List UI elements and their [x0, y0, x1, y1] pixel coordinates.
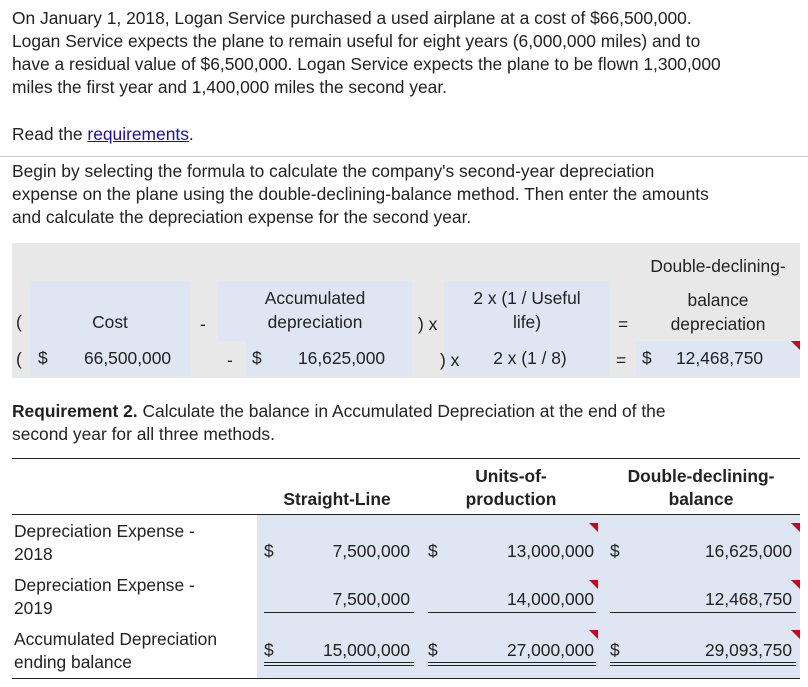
row-2018-uop-dollar: $: [428, 541, 438, 561]
result-dollar: $: [642, 348, 652, 368]
rate-label-line-2: life): [512, 312, 542, 332]
divider: [0, 156, 808, 157]
answer-marker-icon: [791, 630, 800, 639]
row-2018-sl-dollar: $: [264, 541, 274, 561]
minus-sign: -: [200, 314, 206, 334]
row-2019-label-line-1: Depreciation Expense -: [14, 575, 195, 595]
result-value: 12,468,750: [676, 348, 764, 368]
instructions: [12, 160, 808, 229]
row-2018-label-line-1: Depreciation Expense -: [14, 521, 195, 541]
ddb-header-line-2: balance: [687, 290, 749, 310]
row-accum-ddb-double-underline: [610, 662, 796, 666]
row-times-sign: ) x: [440, 350, 460, 370]
instructions-line-3: and calculate the depreciation expense for the second year.: [12, 207, 472, 227]
accum-label-line-1: Accumulated: [264, 288, 366, 308]
col-header-uop-line-1: Units-of-: [475, 466, 547, 486]
ddb-header-line-1: Double-declining-: [650, 256, 786, 276]
col-header-straight-line: Straight-Line: [283, 489, 391, 509]
row-minus-sign: -: [227, 350, 233, 370]
row-accum-ddb-dollar: $: [610, 640, 620, 660]
row-open-paren: (: [16, 349, 22, 369]
row-equals-sign: =: [616, 350, 627, 370]
read-suffix: .: [188, 124, 194, 144]
requirements-link[interactable]: requirements: [87, 124, 189, 144]
answer-marker-icon: [589, 580, 598, 589]
requirement-2-label: Requirement 2.: [12, 401, 138, 421]
instructions-line-2: expense on the plane using the double-declining-balance method. Then enter the amounts: [12, 184, 709, 204]
row-2019-sl-underline: [264, 612, 414, 613]
cost-dollar: $: [38, 348, 48, 368]
col-header-ddb-line-2: balance: [668, 489, 734, 509]
answer-marker-icon: [791, 580, 800, 589]
accum-value: 16,625,000: [298, 348, 386, 368]
row-accum-uop-double-underline: [428, 662, 596, 666]
equals-sign: =: [618, 314, 629, 334]
instructions-line-1: Begin by selecting the formula to calculate the company's second-year depreciation: [12, 161, 655, 181]
row-2019-uop-underline: [428, 612, 596, 613]
row-accum-uop-value: 27,000,000: [506, 640, 594, 660]
problem-line-1: On January 1, 2018, Logan Service purchased a used airplane at a cost of $66,500,000.: [12, 8, 692, 28]
accum-label-line-2: depreciation: [267, 312, 363, 332]
rate-label-line-1: 2 x (1 / Useful: [473, 288, 581, 308]
row-2018-ddb-dollar: $: [610, 541, 620, 561]
open-paren: (: [16, 312, 22, 332]
ddb-header-line-3: depreciation: [670, 314, 766, 334]
accum-dollar: $: [252, 348, 262, 368]
requirement-2-text: Calculate the balance in Accumulated Depreciation at the end of the: [137, 401, 666, 421]
row-2018-sl-value: 7,500,000: [332, 541, 410, 561]
answer-marker-icon: [589, 523, 598, 532]
read-requirements: [12, 123, 194, 146]
row-2019-ddb-underline: [610, 612, 796, 613]
row-2019-label-line-2: 2019: [14, 598, 53, 618]
row-accum-label-line-1: Accumulated Depreciation: [14, 629, 217, 649]
row-accum-uop-dollar: $: [428, 640, 438, 660]
row-accum-ddb-value: 29,093,750: [704, 640, 792, 660]
problem-line-2: Logan Service expects the plane to remain useful for eight years (6,000,000 miles) and to: [12, 31, 701, 51]
col-header-ddb-line-1: Double-declining-: [627, 466, 775, 486]
problem-line-4: miles the first year and 1,400,000 miles the second year.: [12, 77, 448, 97]
row-accum-sl-value: 15,000,000: [322, 640, 410, 660]
answer-marker-icon: [791, 341, 800, 350]
row-2019-ddb-value: 12,468,750: [704, 589, 792, 609]
row-accum-label-line-2: ending balance: [14, 652, 132, 672]
problem-text: [12, 7, 808, 99]
row-2019-sl-value: 7,500,000: [332, 589, 410, 609]
row-2018-uop-value: 13,000,000: [506, 541, 594, 561]
row-2019-uop-value: 14,000,000: [506, 589, 594, 609]
requirement-2-text-line-2: second year for all three methods.: [12, 424, 275, 444]
col-header-uop-line-2: production: [465, 489, 557, 509]
cost-label: Cost: [92, 312, 128, 332]
table-top-rule: [12, 458, 800, 459]
rate-value: 2 x (1 / 8): [493, 348, 567, 368]
times-sign: ) x: [418, 314, 438, 334]
row-accum-sl-double-underline: [264, 662, 414, 666]
requirement-2-title: [12, 400, 808, 446]
answer-marker-icon: [589, 630, 598, 639]
row-2018-label-line-2: 2018: [14, 544, 53, 564]
row-accum-sl-dollar: $: [264, 640, 274, 660]
read-prefix: Read the: [12, 124, 88, 144]
cost-value: 66,500,000: [84, 348, 172, 368]
problem-line-3: have a residual value of $6,500,000. Logan Service expects the plane to be flown 1,300,000: [12, 54, 721, 74]
answer-marker-icon: [791, 523, 800, 532]
row-2018-ddb-value: 16,625,000: [704, 541, 792, 561]
table-bottom-rule: [12, 678, 800, 679]
